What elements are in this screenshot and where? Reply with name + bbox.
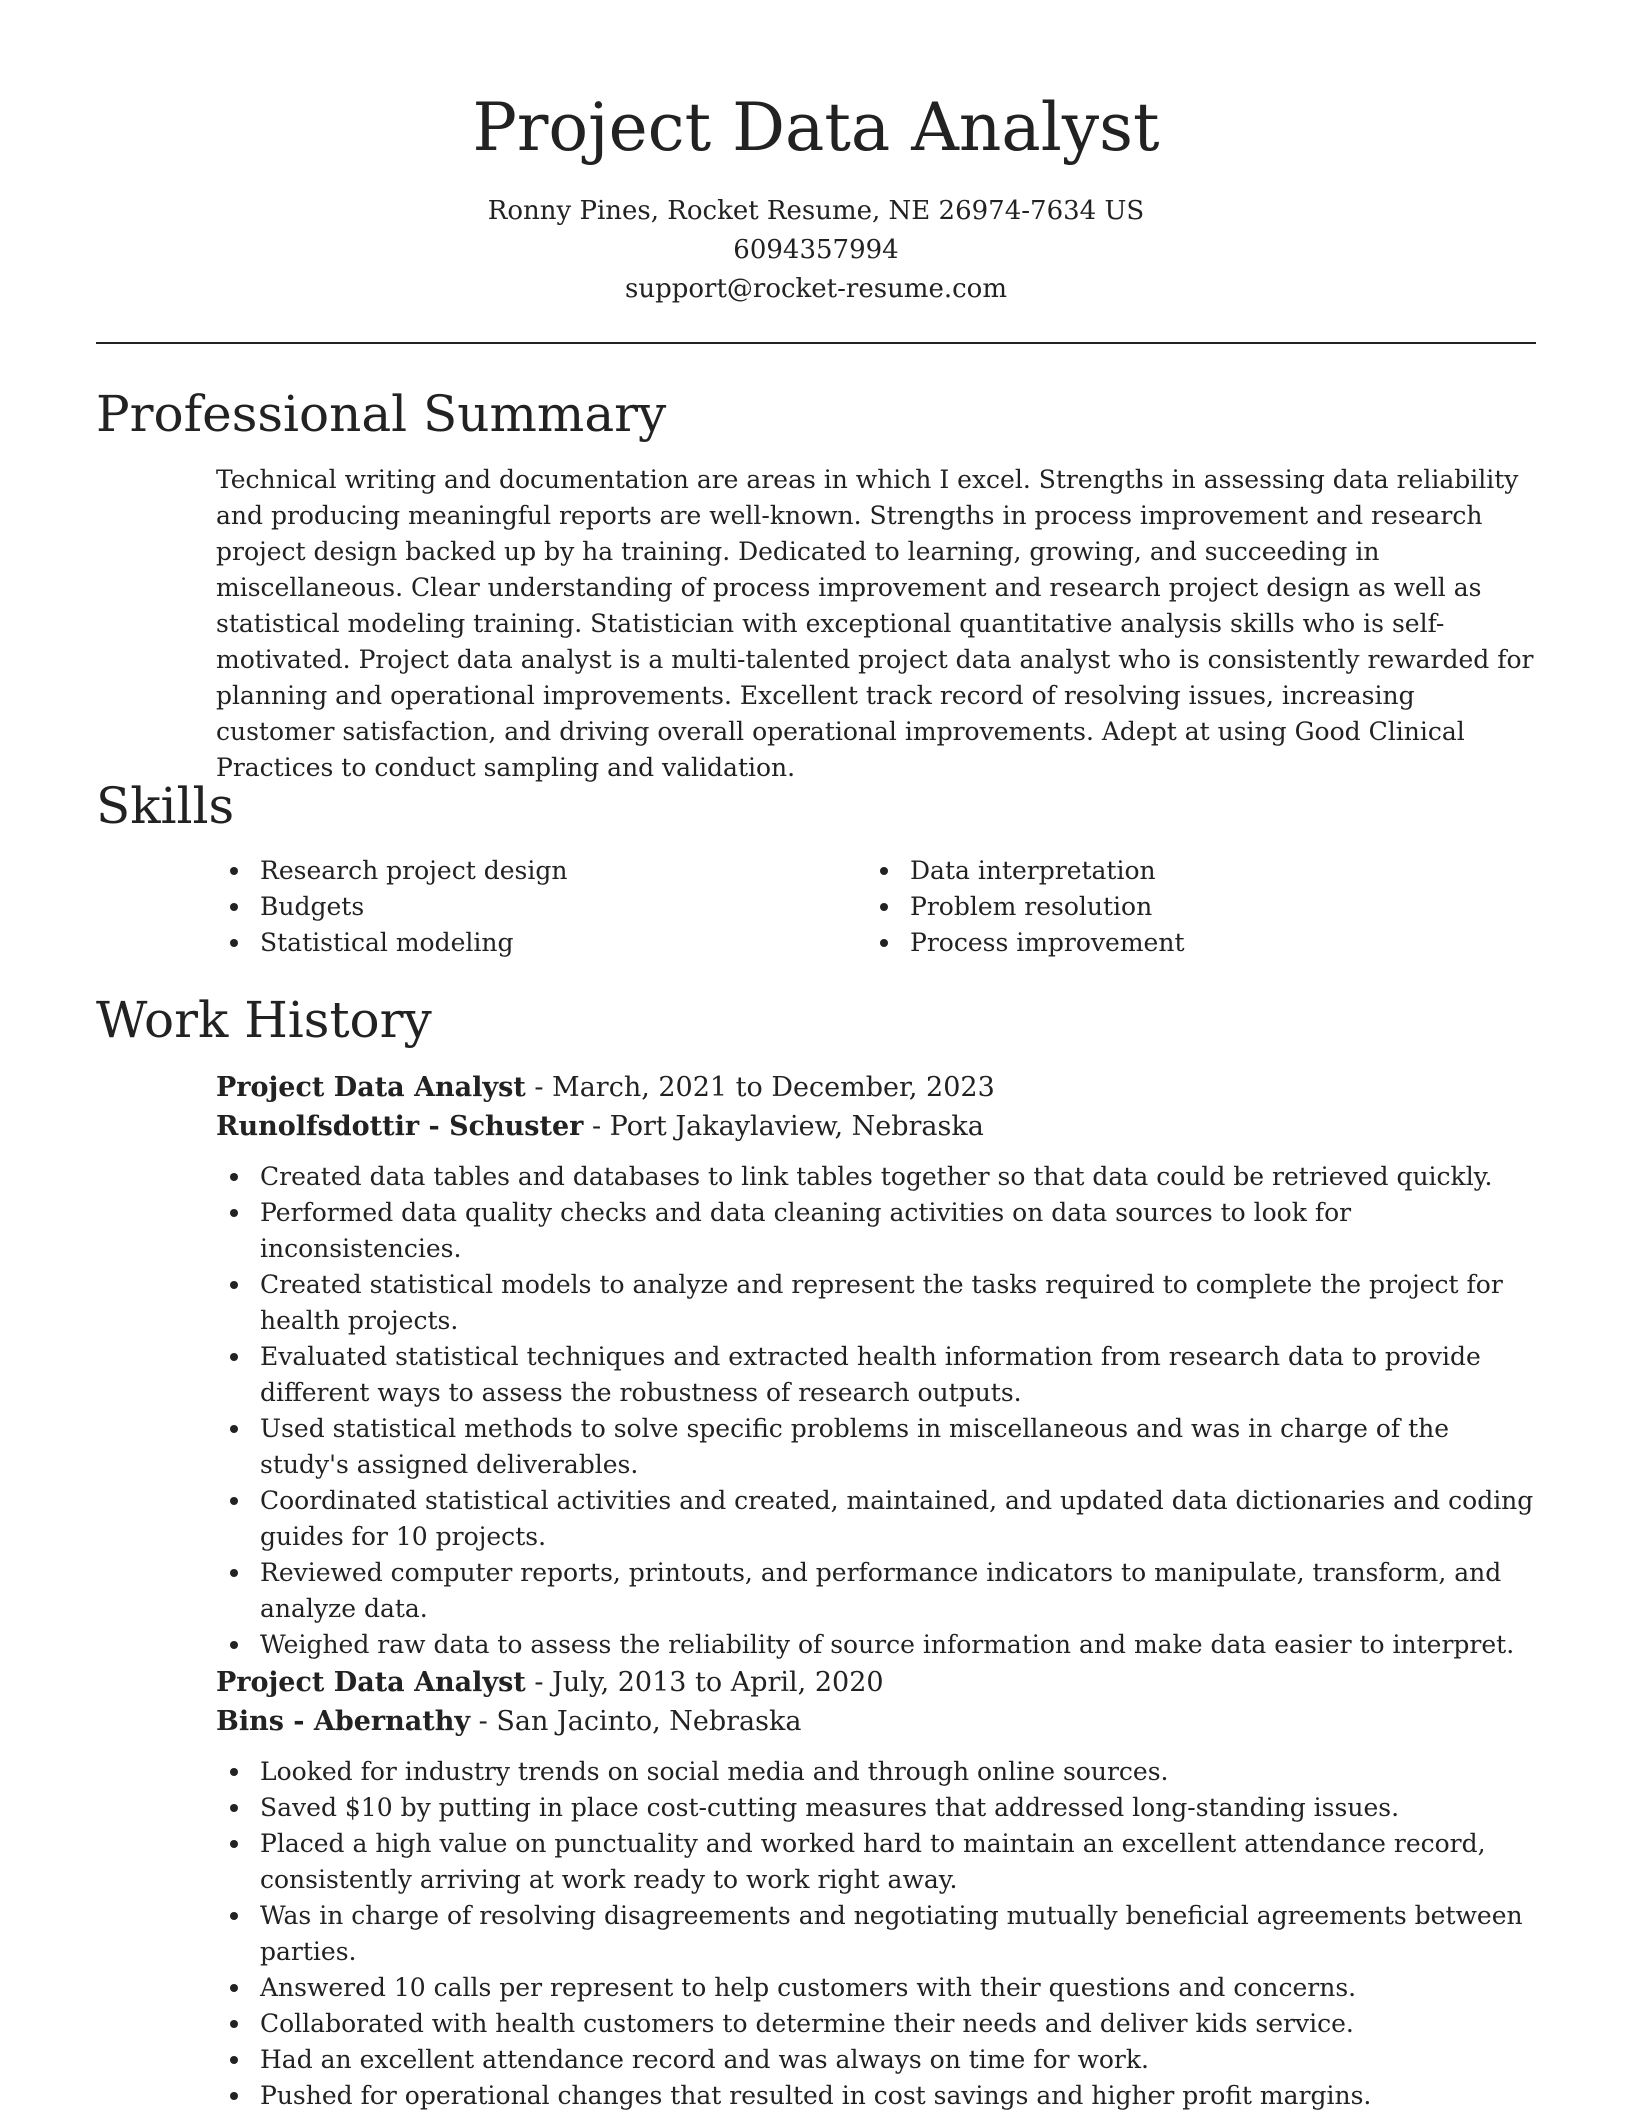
job-bullet: Used statistical methods to solve specific problems in miscellaneous and was in charge of the study's assigned deliverables. — [216, 1411, 1536, 1483]
skills-list — [216, 853, 1536, 961]
resume-header — [0, 0, 1632, 309]
job-bullet: Evaluated statistical techniques and extracted health information from research data to provide different ways to assess the robustness of research outputs. — [216, 1339, 1536, 1411]
skill-item: Process improvement — [866, 925, 1516, 961]
job-dates: - March, 2021 to December, 2023 — [525, 1072, 995, 1103]
contact-email: support@rocket-resume.com — [624, 274, 1007, 304]
skill-item: Research project design — [216, 853, 866, 889]
job-bullet: Was in charge of resolving disagreements and negotiating mutually beneficial agreements between parties. — [216, 1898, 1536, 1970]
candidate-title: Project Data Analyst — [472, 89, 1160, 166]
contact-address: Ronny Pines, Rocket Resume, NE 26974-7634 US — [487, 196, 1145, 226]
job-bullet: Collaborated with health customers to determine their needs and deliver kids service. — [216, 2006, 1536, 2042]
job-bullet: Answered 10 calls per represent to help customers with their questions and concerns. — [216, 1970, 1536, 2006]
job-title-line — [216, 1663, 1536, 1702]
skills-column-left — [216, 853, 866, 961]
job-entry — [216, 1068, 1536, 1663]
job-bullet: Looked for industry trends on social media and through online sources. — [216, 1754, 1536, 1790]
contact-block — [0, 192, 1632, 309]
skills-column-right — [866, 853, 1516, 961]
job-bullets — [216, 1159, 1536, 1663]
job-role: Project Data Analyst — [216, 1072, 526, 1103]
job-dates: - July, 2013 to April, 2020 — [525, 1667, 884, 1698]
header-divider — [96, 342, 1536, 344]
job-company-line — [216, 1107, 1536, 1146]
job-bullet: Coordinated statistical activities and created, maintained, and updated data dictionaries and coding guides for 10 projects. — [216, 1483, 1536, 1555]
skill-item: Budgets — [216, 889, 866, 925]
skills-heading: Skills — [96, 777, 235, 835]
contact-phone: 6094357994 — [733, 235, 899, 265]
skill-item: Problem resolution — [866, 889, 1516, 925]
summary-text: Technical writing and documentation are areas in which I excel. Strengths in assessing data reliability and producing meaningful reports are well-known. Strengths in process improvement and research project design backed up by ha training. Dedicated to learning, growing, and succeeding in miscellaneous. Clear understanding of process improvement and research project design as well as statistical modeling training. Statistician with exceptional quantitative analysis skills who is self-motivated. Project data analyst is a multi-talented project data analyst who is consistently rewarded for planning and operational improvements. Excellent track record of resolving issues, increasing customer satisfaction, and driving overall operational improvements. Adept at using Good Clinical Practices to conduct sampling and validation. — [216, 465, 1534, 782]
job-bullet: Reviewed computer reports, printouts, and performance indicators to manipulate, transform, and analyze data. — [216, 1555, 1536, 1627]
job-role: Project Data Analyst — [216, 1667, 526, 1698]
work-history-heading: Work History — [96, 991, 432, 1049]
job-bullet: Placed a high value on punctuality and worked hard to maintain an excellent attendance record, consistently arriving at work ready to work right away. — [216, 1826, 1536, 1898]
job-bullet: Weighed raw data to assess the reliability of source information and make data easier to interpret. — [216, 1627, 1536, 1663]
summary-heading: Professional Summary — [96, 385, 667, 443]
job-bullets — [216, 1754, 1536, 2114]
job-company: Bins - Abernathy — [216, 1706, 471, 1737]
job-location: - San Jacinto, Nebraska — [470, 1706, 802, 1737]
job-bullet: Pushed for operational changes that resulted in cost savings and higher profit margins. — [216, 2078, 1536, 2114]
job-company-line — [216, 1702, 1536, 1741]
job-company: Runolfsdottir - Schuster — [216, 1111, 584, 1142]
job-location: - Port Jakaylaview, Nebraska — [583, 1111, 984, 1142]
job-bullet: Had an excellent attendance record and was always on time for work. — [216, 2042, 1536, 2078]
job-bullet: Created data tables and databases to link tables together so that data could be retrieved quickly. — [216, 1159, 1536, 1195]
job-title-line — [216, 1068, 1536, 1107]
skill-item: Data interpretation — [866, 853, 1516, 889]
job-bullet: Performed data quality checks and data cleaning activities on data sources to look for inconsistencies. — [216, 1195, 1536, 1267]
job-bullet: Created statistical models to analyze and represent the tasks required to complete the project for health projects. — [216, 1267, 1536, 1339]
skill-item: Statistical modeling — [216, 925, 866, 961]
job-entry — [216, 1663, 1536, 2114]
job-bullet: Saved $10 by putting in place cost-cutting measures that addressed long-standing issues. — [216, 1790, 1536, 1826]
